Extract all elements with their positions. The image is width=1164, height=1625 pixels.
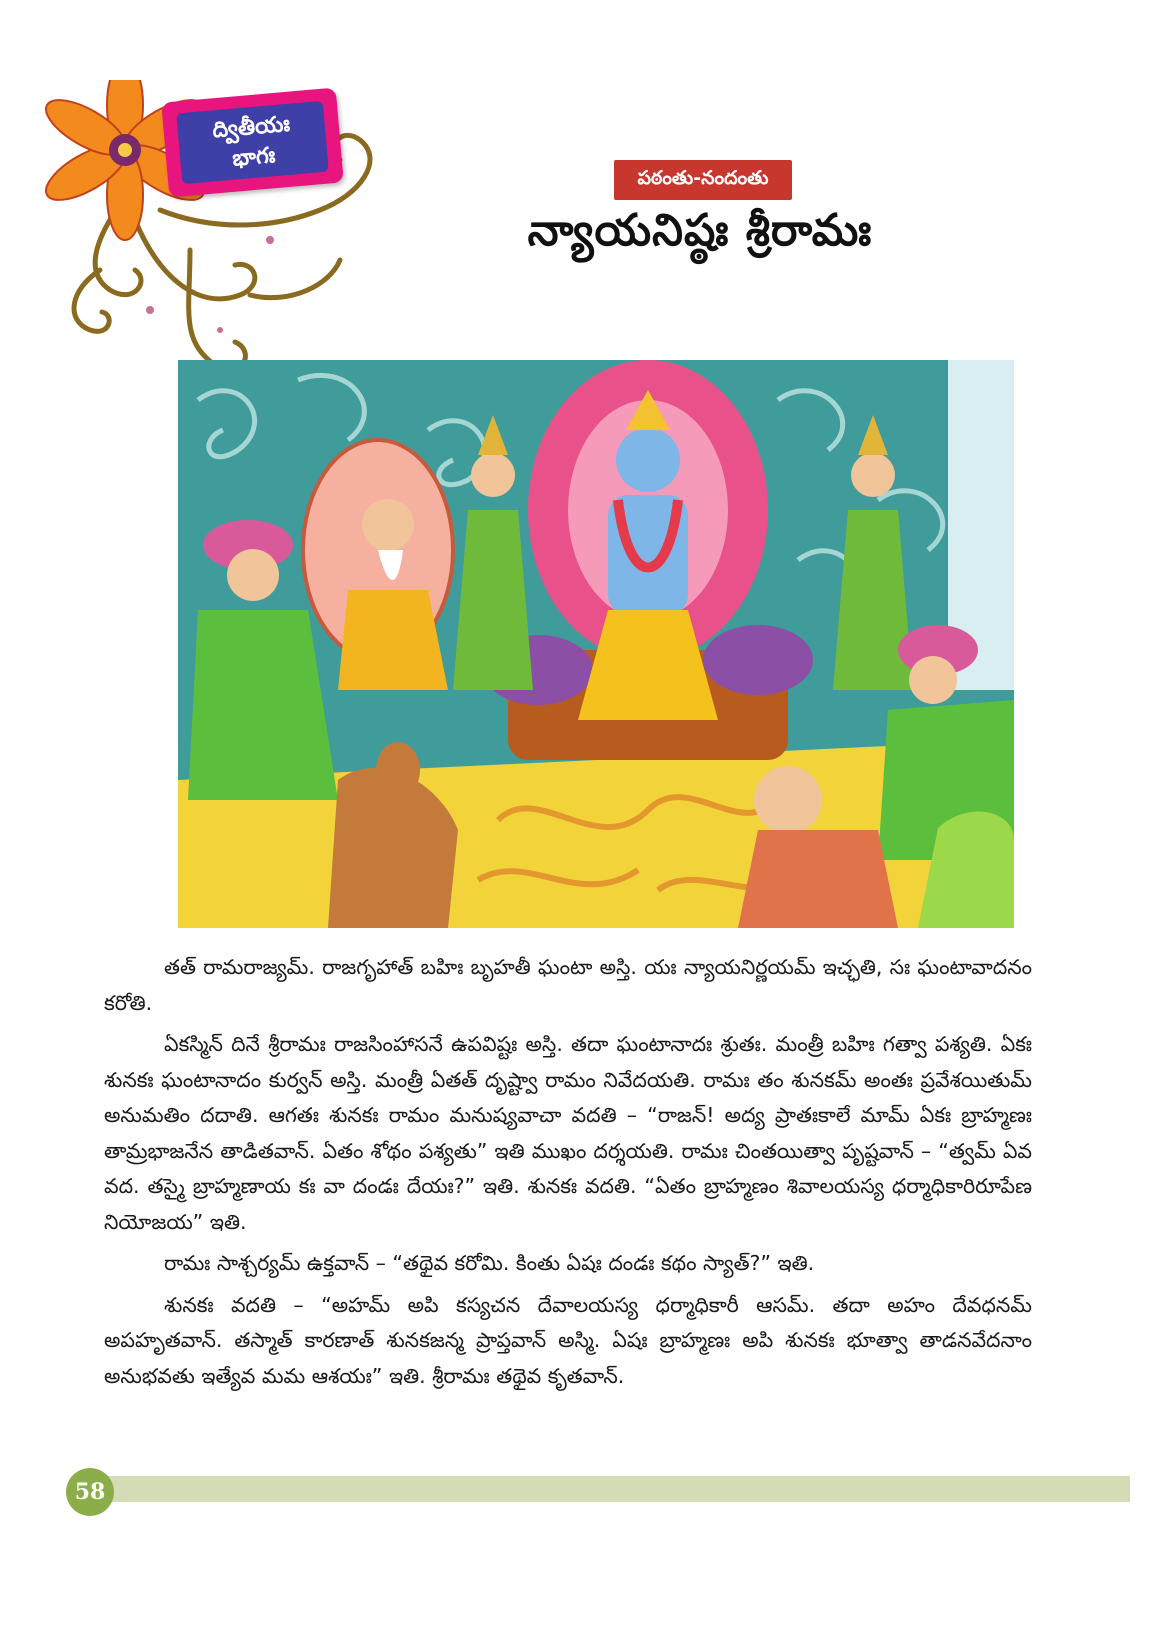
court-scene-illustration (178, 360, 1014, 928)
footer-strip (96, 1476, 1130, 1502)
page-number: 58 (66, 1468, 114, 1516)
page-footer (66, 1468, 1130, 1512)
lesson-text (104, 950, 1032, 1400)
part-label-line2: భాగః (231, 142, 277, 172)
part-badge (161, 88, 344, 198)
paragraph-4: శునకః వదతి – “అహమ్ అపి కస్యచన దేవాలయస్య ధర్మాధికారీ ఆసమ్. తదా అహం దేవధనమ్ అపహృతవాన్. తస్మాత్ కారణాత్ శునకజన్మ ప్రాప్తవాన్ అస్మి. ఏషః బ్రాహ్మణః అపి శునకః భూత్వా తాడనవేదనాం అనుభవతు ఇత్యేవ మమ ఆశయః” ఇతి. శ్రీరామః తథైవ కృతవాన్. (104, 1292, 1032, 1388)
section-tag: పఠంతు-నందంతు (614, 160, 792, 200)
paragraph-1: తత్ రామరాజ్యమ్. రాజగృహాత్ బహిః బృహతీ ఘంటా అస్తి. యః న్యాయనిర్ణయమ్ ఇచ్ఛతి, సః ఘంటావాదనం కరోతి. (104, 955, 1032, 1015)
lesson-title: న్యాయనిష్ఠః శ్రీరామః (527, 205, 873, 256)
paragraph-3: రామః సాశ్చర్యమ్ ఉక్తవాన్ – “తథైవ కరోమి. కింతు ఏషః దండః కథం స్యాత్?” ఇతి. (164, 1251, 815, 1275)
part-label-line1: ద్వితీయః (211, 111, 291, 143)
paragraph-2: ఏకస్మిన్ దినే శ్రీరామః రాజసింహాసనే ఉపవిష్టః అస్తి. తదా ఘంటానాదః శ్రుతః. మంత్రీ బహిః గత్వా పశ్యతి. ఏకః శునకః ఘంటానాదం కుర్వన్ అస్తి. మంత్రీ ఏతత్ దృష్ట్వా రామం నివేదయతి. రామః తం శునకమ్ అంతః ప్రవేశయితుమ్ అనుమతిం దదాతి. ఆగతః శునకః రామం మనుష్యవాచా వదతి – “రాజన్! అద్య ప్రాతఃకాలే మామ్ ఏకః బ్రాహ్మణః తామ్రభాజనేన తాడితవాన్. ఏతం శోథం పశ్యతు” ఇతి ముఖం దర్శయతి. రామః చింతయిత్వా పృష్టవాన్ – “త్వమ్ ఏవ వద. తస్మై బ్రాహ్మణాయ కః వా దండః దేయః?” ఇతి. శునకః వదతి. “ఏతం బ్రాహ్మణం శివాలయస్య ధర్మాధికారిరూపేణ నియోజయ” ఇతి. (104, 1032, 1032, 1234)
